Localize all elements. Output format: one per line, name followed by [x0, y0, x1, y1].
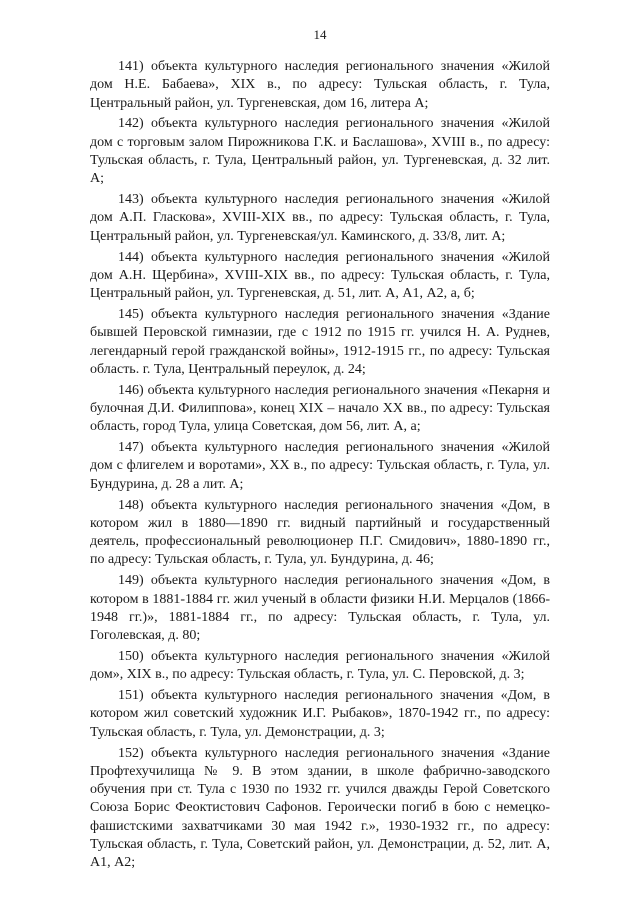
list-item: 141) объекта культурного наследия регионального значения «Жилой дом Н.Е. Бабаева», XIX в., по адресу: Тульская область, г. Тула, Центральный район, ул. Тургеневская, дом 16, литера А;	[90, 59, 550, 111]
list-item: 145) объекта культурного наследия регионального значения «Здание бывшей Перовской гимназии, где с 1912 по 1915 гг. учился Н. А. Руднев, легендарный герой гражданской войны», 1912-1915 гг., по адресу: Тульская область. г. Тула, Центральный переулок, д. 24;	[90, 307, 550, 377]
list-item: 144) объекта культурного наследия регионального значения «Жилой дом А.Н. Щербина», XVIII-XIX вв., по адресу: Тульская область, г. Тула, Центральный район, ул. Тургеневская, д. 51, лит. А, А1, А2, а, б;	[90, 249, 550, 302]
document-body	[90, 58, 550, 872]
list-item: 152) объекта культурного наследия регионального значения «Здание Профтехучилища № 9. В этом здании, в школе фабрично-заводского обучения при ст. Тула с 1930 по 1932 гг. учился дважды Герой Советского Союза Борис Феоктистович Сафонов. Героически погиб в бою с немецко-фашистскими захватчиками 30 мая 1942 г.», 1930-1932 гг., по адресу: Тульская область, г. Тула, Советский район, ул. Демонстрации, д. 52, лит. А, А1, А2;	[90, 745, 550, 871]
list-item: 148) объекта культурного наследия регионального значения «Дом, в котором жил в 1880—1890 гг. видный партийный и государственный деятель, профессиональный революционер П.Г. Смидович», 1880-1890 гг., по адресу: Тульская область, г. Тула, ул. Бундурина, д. 46;	[90, 497, 550, 568]
list-item: 146) объекта культурного наследия регионального значения «Пекарня и булочная Д.И. Филиппова», конец XIX – начало XX вв., по адресу: Тульская область, город Тула, улица Советская, дом 56, лит. А, а;	[90, 382, 550, 435]
list-item: 151) объекта культурного наследия регионального значения «Дом, в котором жил советский художник И.Г. Рыбаков», 1870-1942 гг., по адресу: Тульская область, г. Тула, ул. Демонстрации, д. 3;	[90, 688, 550, 740]
list-item: 150) объекта культурного наследия регионального значения «Жилой дом», XIX в., по адресу: Тульская область, г. Тула, ул. С. Перовской, д. 3;	[90, 648, 550, 683]
list-item: 143) объекта культурного наследия регионального значения «Жилой дом А.П. Гласкова», XVIII-XIX вв., по адресу: Тульская область, г. Тула, Центральный район, ул. Тургеневская/ул. Каминского, д. 33/8, лит. А;	[90, 192, 550, 244]
list-item: 149) объекта культурного наследия регионального значения «Дом, в котором в 1881-1884 гг. жил ученый в области физики Н.И. Мерцалов (1866-1948 гг.)», 1881-1884 гг., по адресу: Тульская область, г. Тула, ул. Гоголевская, д. 80;	[90, 573, 550, 643]
list-item: 142) объекта культурного наследия регионального значения «Жилой дом с торговым залом Пирожникова Г.К. и Баслашова», XVIII в., по адресу: Тульская область, г. Тула, Центральный район, ул. Тургеневская, д. 32 лит. А;	[90, 116, 550, 187]
list-item: 147) объекта культурного наследия регионального значения «Жилой дом с флигелем и воротами», XX в., по адресу: Тульская область, г. Тула, ул. Бундурина, д. 28 а лит. А;	[90, 440, 550, 492]
page-number: 14	[313, 27, 327, 42]
